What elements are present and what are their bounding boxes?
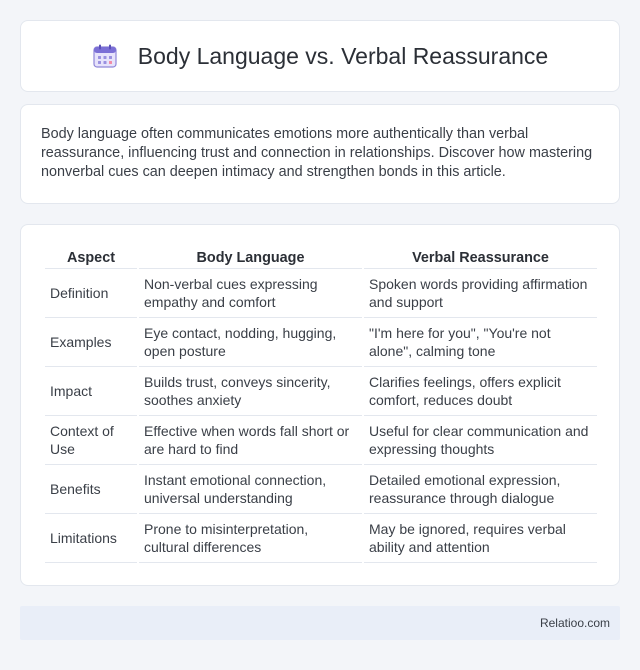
intro-text: Body language often communicates emotions more authentically than verbal reassurance, influencing trust and connection in relationships. Discover how mastering nonverbal cues can deepen intimacy and strengthen bonds in this article. — [41, 126, 593, 180]
header-aspect: Aspect — [45, 245, 137, 269]
table-row — [45, 367, 597, 416]
intro-card — [20, 104, 620, 204]
calendar-icon — [92, 43, 118, 69]
row-body-language: Builds trust, conveys sincerity, soothes anxiety — [139, 367, 362, 416]
row-body-language: Eye contact, nodding, hugging, open posture — [139, 318, 362, 367]
row-aspect: Context of Use — [45, 416, 137, 465]
table-header-row — [45, 245, 597, 269]
row-body-language: Instant emotional connection, universal understanding — [139, 465, 362, 514]
row-verbal-reassurance: Detailed emotional expression, reassurance through dialogue — [364, 465, 597, 514]
table-row — [45, 269, 597, 318]
comparison-table — [43, 245, 599, 563]
row-aspect: Benefits — [45, 465, 137, 514]
table-row — [45, 318, 597, 367]
footer — [20, 606, 620, 640]
header-verbal-reassurance: Verbal Reassurance — [364, 245, 597, 269]
row-verbal-reassurance: May be ignored, requires verbal ability and attention — [364, 514, 597, 563]
row-body-language: Non-verbal cues expressing empathy and comfort — [139, 269, 362, 318]
header-body-language: Body Language — [139, 245, 362, 269]
table-row — [45, 465, 597, 514]
row-aspect: Examples — [45, 318, 137, 367]
footer-brand: Relatioo.com — [539, 616, 610, 630]
table-row — [45, 416, 597, 465]
row-body-language: Prone to misinterpretation, cultural differences — [139, 514, 362, 563]
header-card — [20, 20, 620, 92]
table-row — [45, 514, 597, 563]
row-verbal-reassurance: "I'm here for you", "You're not alone", calming tone — [364, 318, 597, 367]
page-title: Body Language vs. Verbal Reassurance — [137, 42, 549, 69]
row-verbal-reassurance: Clarifies feelings, offers explicit comfort, reduces doubt — [364, 367, 597, 416]
row-aspect: Limitations — [45, 514, 137, 563]
row-aspect: Definition — [45, 269, 137, 318]
row-verbal-reassurance: Spoken words providing affirmation and support — [364, 269, 597, 318]
comparison-table-card — [20, 224, 620, 586]
row-aspect: Impact — [45, 367, 137, 416]
row-verbal-reassurance: Useful for clear communication and expressing thoughts — [364, 416, 597, 465]
row-body-language: Effective when words fall short or are hard to find — [139, 416, 362, 465]
